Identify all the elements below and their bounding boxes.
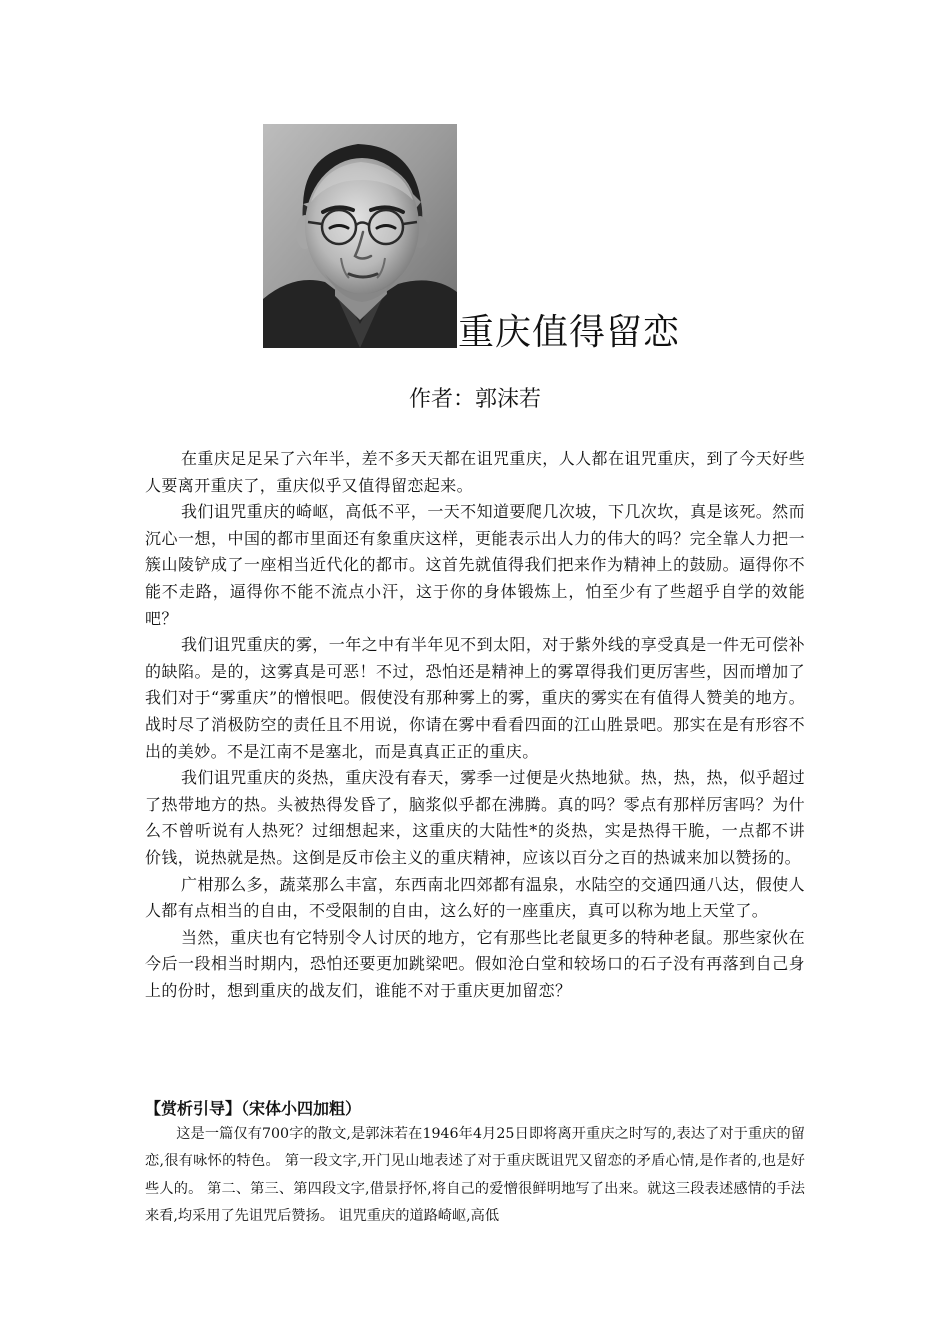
essay-paragraph: 广柑那么多，蔬菜那么丰富，东西南北四郊都有温泉，水陆空的交通四通八达，假使人人都有点相当的自由，不受限制的自由，这么好的一座重庆，真可以称为地上天堂了。 <box>145 874 805 921</box>
appreciation-guide-body: 这是一篇仅有700字的散文,是郭沫若在1946年4月25日即将离开重庆之时写的,表达了对于重庆的留恋,很有咏怀的特色。 第一段文字,开门见山地表述了对于重庆既诅咒又留恋的矛盾心情,是作者的,也是好些人的。 第二、第三、第四段文字,借景抒怀,将自己的爱憎很鲜明地写了出来。就这三段表述感情的手法来看,均采用了先诅咒后赞扬。 诅咒重庆的道路崎岖,高低 <box>145 1126 805 1225</box>
essay-paragraph: 我们诅咒重庆的崎岖，高低不平，一天不知道要爬几次坡，下几次坎，真是该死。然而沉心一想，中国的都市里面还有象重庆这样，更能表示出人力的伟大的吗？完全靠人力把一簇山陵铲成了一座相当近代化的都市。这首先就值得我们把来作为精神上的鼓励。逼得你不能不走路，逼得你不能不流点小汗，这于你的身体锻炼上，怕至少有了些超乎自学的效能吧？ <box>145 502 805 628</box>
appreciation-guide-heading: 【赏析引导】（宋体小四加粗） <box>145 1099 362 1118</box>
article-title: 重庆值得留恋 <box>458 312 681 353</box>
author-name: 作者：郭沫若 <box>408 387 541 412</box>
essay-paragraph: 在重庆足足呆了六年半，差不多天天都在诅咒重庆，人人都在诅咒重庆，到了今天好些人要离开重庆了，重庆似乎又值得留恋起来。 <box>145 449 805 495</box>
essay-paragraph: 我们诅咒重庆的雾，一年之中有半年见不到太阳，对于紫外线的享受真是一件无可偿补的缺陷。是的，这雾真是可恶！不过，恐怕还是精神上的雾罩得我们更厉害些，因而增加了我们对于“雾重庆”的憎恨吧。假使没有那种雾上的雾，重庆的雾实在有值得人赞美的地方。战时尽了消极防空的责任且不用说，你请在雾中看看四面的江山胜景吧。那实在是有形容不出的美妙。不是江南不是塞北，而是真真正正的重庆。 <box>145 635 805 761</box>
author-line <box>0 384 950 416</box>
author-portrait-photo <box>263 124 457 348</box>
essay-paragraph: 我们诅咒重庆的炎热，重庆没有春天，雾季一过便是火热地狱。热，热，热，似乎超过了热带地方的热。头被热得发昏了，脑浆似乎都在沸腾。真的吗？零点有那样厉害吗？为什么不曾听说有人热死？过细想起来，这重庆的大陆性*的炎热，实是热得干脆，一点都不讲价钱，说热就是热。这倒是反市侩主义的重庆精神，应该以百分之百的热诚来加以赞扬的。 <box>145 768 805 867</box>
essay-body <box>145 446 805 1004</box>
essay-paragraph: 当然，重庆也有它特别令人讨厌的地方，它有那些比老鼠更多的特种老鼠。那些家伙在今后一段相当时期内，恐怕还要更加跳梁吧。假如沧白堂和较场口的石子没有再落到自己身上的份时，想到重庆的战友们，谁能不对于重庆更加留恋？ <box>145 927 805 1000</box>
